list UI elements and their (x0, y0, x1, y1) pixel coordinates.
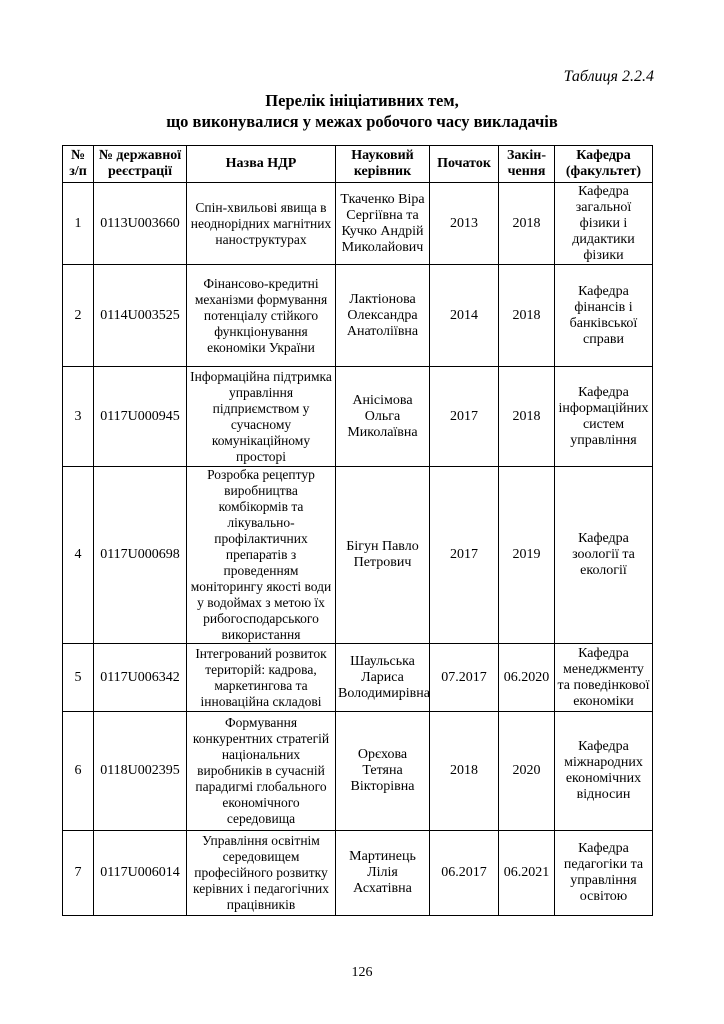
cell-dept: Кафедра менеджменту та поведінкової економіки (555, 644, 653, 712)
table-row (63, 831, 653, 916)
cell-topic: Розробка рецептур виробництва комбікормів та лікувально-профілактичних препаратів з проведенням моніторингу якості води у водоймах з метою їх рибогосподарського використання (187, 467, 336, 644)
table-row (63, 467, 653, 644)
header-topic: Назва НДР (187, 146, 336, 183)
cell-leader: Мартинець Лілія Асхатівна (336, 831, 430, 916)
cell-end: 2018 (499, 367, 555, 467)
title-line-2: що виконувалися у межах робочого часу викладачів (166, 112, 558, 131)
cell-topic: Управління освітнім середовищем професійного розвитку керівних і педагогічних працівників (187, 831, 336, 916)
cell-num: 3 (63, 367, 94, 467)
cell-reg: 0117U000945 (94, 367, 187, 467)
cell-num: 1 (63, 183, 94, 265)
cell-num: 6 (63, 712, 94, 831)
table-row (63, 265, 653, 367)
cell-dept: Кафедра зоології та екології (555, 467, 653, 644)
header-reg: № державної реєстрації (94, 146, 187, 183)
cell-start: 2014 (430, 265, 499, 367)
cell-topic: Фінансово-кредитні механізми формування потенціалу стійкого функціонування економіки України (187, 265, 336, 367)
cell-reg: 0117U006014 (94, 831, 187, 916)
table-row (63, 367, 653, 467)
cell-leader: Анісімова Ольга Миколаївна (336, 367, 430, 467)
table-caption: Таблиця 2.2.4 (563, 68, 654, 85)
cell-reg: 0113U003660 (94, 183, 187, 265)
cell-dept: Кафедра педагогіки та управління освітою (555, 831, 653, 916)
cell-dept: Кафедра загальної фізики і дидактики фізики (555, 183, 653, 265)
cell-leader: Бігун Павло Петрович (336, 467, 430, 644)
cell-topic: Інтегрований розвиток територій: кадрова, маркетингова та інноваційна складові (187, 644, 336, 712)
cell-topic: Формування конкурентних стратегій національних виробників в сучасній парадигмі глобального економічного середовища (187, 712, 336, 831)
cell-end: 2019 (499, 467, 555, 644)
cell-end: 06.2021 (499, 831, 555, 916)
cell-end: 06.2020 (499, 644, 555, 712)
header-dept: Кафедра (факультет) (555, 146, 653, 183)
cell-reg: 0117U006342 (94, 644, 187, 712)
title-line-1: Перелік ініціативних тем, (265, 91, 459, 110)
cell-leader: Лактіонова Олександра Анатоліївна (336, 265, 430, 367)
cell-reg: 0114U003525 (94, 265, 187, 367)
cell-dept: Кафедра інформаційних систем управління (555, 367, 653, 467)
cell-num: 7 (63, 831, 94, 916)
header-num: № з/п (63, 146, 94, 183)
table-row (63, 183, 653, 265)
cell-num: 4 (63, 467, 94, 644)
cell-end: 2020 (499, 712, 555, 831)
cell-start: 06.2017 (430, 831, 499, 916)
header-start: Початок (430, 146, 499, 183)
header-end: Закін-чення (499, 146, 555, 183)
cell-start: 2017 (430, 467, 499, 644)
cell-reg: 0118U002395 (94, 712, 187, 831)
research-topics-table (62, 145, 653, 916)
cell-start: 07.2017 (430, 644, 499, 712)
cell-dept: Кафедра фінансів і банківської справи (555, 265, 653, 367)
cell-start: 2017 (430, 367, 499, 467)
cell-topic: Спін-хвильові явища в неоднорідних магнітних наноструктурах (187, 183, 336, 265)
cell-end: 2018 (499, 265, 555, 367)
cell-num: 2 (63, 265, 94, 367)
cell-leader: Ткаченко Віра Сергіївна та Кучко Андрій Миколайович (336, 183, 430, 265)
cell-start: 2018 (430, 712, 499, 831)
cell-end: 2018 (499, 183, 555, 265)
cell-dept: Кафедра міжнародних економічних відносин (555, 712, 653, 831)
table-row (63, 712, 653, 831)
cell-start: 2013 (430, 183, 499, 265)
cell-leader: Орєхова Тетяна Вікторівна (336, 712, 430, 831)
table-title (62, 90, 662, 132)
cell-topic: Інформаційна підтримка управління підприємством у сучасному комунікаційному просторі (187, 367, 336, 467)
header-leader: Науковий керівник (336, 146, 430, 183)
cell-reg: 0117U000698 (94, 467, 187, 644)
table-header-row (63, 146, 653, 183)
cell-leader: Шаульська Лариса Володимирівна (336, 644, 430, 712)
cell-num: 5 (63, 644, 94, 712)
table-row (63, 644, 653, 712)
page-number: 126 (351, 965, 373, 980)
